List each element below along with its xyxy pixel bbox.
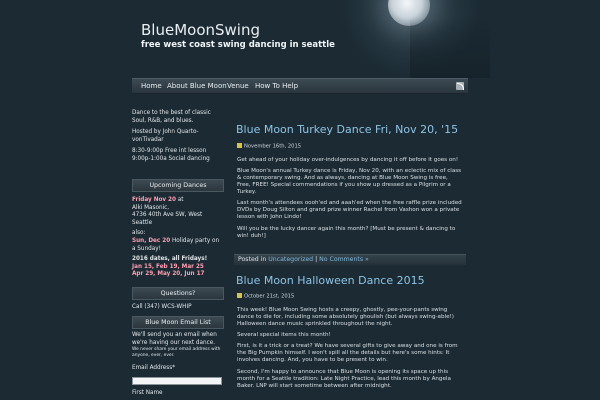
post-paragraph: Get ahead of your holiday over-indulgences by dancing it off before it goes on! — [237, 157, 459, 163]
sidebar — [132, 110, 224, 164]
nav-item-about[interactable]: About Blue Moon — [167, 82, 227, 90]
email-input[interactable] — [132, 377, 222, 385]
fridays-dates-2: Apr 29, May 20, Jun 17 — [132, 271, 205, 278]
email-list-privacy: We never share your email address with anyone, ever, ever. — [132, 347, 221, 358]
calendar-icon — [237, 293, 242, 298]
upcoming-date: Friday Nov 20 — [132, 197, 176, 203]
email-list-title: Blue Moon Email List — [132, 316, 224, 329]
post-date-text: October 21st, 2015 — [244, 293, 295, 300]
upcoming-at: at — [175, 197, 184, 203]
questions-title: Questions? — [132, 287, 224, 300]
post-paragraph: Blue Moon's annual Turkey dance is Friday, Nov 20, with an eclectic mix of class & contemporary swing. And as always, dancing at Blue Moon Swing is free, Free, FREE! Special commendations if you show up dressed as a Pilgrim or a Turkey. — [237, 168, 462, 196]
post-title[interactable]: Blue Moon Halloween Dance 2015 — [236, 274, 425, 287]
nav-item-home[interactable]: Home — [141, 82, 162, 90]
sunday-date: Sun, Dec 20 — [132, 237, 171, 244]
post-meta-bar — [234, 254, 466, 265]
rss-icon[interactable] — [456, 82, 464, 90]
post-title[interactable]: Blue Moon Turkey Dance Fri, Nov 20, '15 — [236, 123, 459, 136]
post-paragraph: Several special items this month! — [237, 332, 331, 339]
upcoming-dances-widget — [132, 197, 224, 279]
post-paragraph: First, is it a trick or a treat? We have several gifts to give away and one is from the Big Pumpkin himself. I won't spill all the details but here's some hints: It involves dancing. And, you have to be present to win. — [237, 343, 458, 364]
sidebar-hosted: Hosted by John Quarto-vonTivadar — [132, 129, 199, 143]
upcoming-dances-title: Upcoming Dances — [132, 179, 224, 192]
post-body — [237, 307, 463, 394]
post-date — [237, 293, 294, 300]
main-nav — [132, 78, 468, 94]
post-paragraph: Last month's attendees oooh'ed and aaah'ed when the free raffle prize included DVDs by Doug Silton and grand prize winner Rachel from Vashon won a private lesson with John Lindo! — [237, 200, 462, 221]
posted-in-label: Posted in — [238, 256, 269, 263]
nav-item-venue[interactable]: Venue — [227, 82, 249, 90]
post-date — [237, 143, 301, 150]
sidebar-schedule-social: 9:00p-1:00a Social dancing — [132, 155, 210, 162]
post-paragraph: Will you be the lucky dancer again this month? [Must be present & dancing to win! duh!] — [237, 225, 456, 239]
post-body — [237, 157, 463, 244]
venue-address: 4736 40th Ave SW, West Seattle — [132, 212, 203, 226]
email-list-widget — [132, 332, 224, 373]
site-title[interactable]: BlueMoonSwing — [141, 21, 260, 39]
sunday-text: Holiday party on a Sunday! — [132, 237, 220, 252]
first-name-label: First Name — [132, 390, 163, 396]
post-paragraph: This week! Blue Moon Swing hosts a creepy, ghostly, pee-your-pants swing dance to die for, including some absolutely ghoulish (but always swing-able!) Halloween dance music sprinkled throughout the night. — [237, 307, 454, 327]
email-label: Email Address* — [132, 365, 176, 372]
post-date-text: November 16th, 2015 — [244, 143, 302, 150]
venue-name: Alki Masonic, — [132, 204, 170, 211]
meta-separator: | — [313, 256, 320, 263]
post-paragraph: Second, I'm happy to announce that Blue Moon is opening its space up this month for a Seattle tradition: Late Night Practice, lead this month by Angela Baker. LNP will start sometime between after midnight. — [237, 368, 451, 389]
fridays-dates-1: Jan 15, Feb 19, Mar 25 — [132, 263, 204, 270]
phone-number: Call (347) WCS-WHIP — [132, 304, 192, 310]
also-label: also: — [132, 230, 146, 237]
tree-silhouette — [410, 18, 490, 78]
category-link[interactable]: Uncategorized — [268, 256, 314, 263]
calendar-icon — [237, 143, 242, 148]
comments-link[interactable]: No Comments » — [319, 256, 369, 263]
sidebar-schedule-lesson: 8:30-9:00p Free int lesson — [132, 148, 207, 155]
site-header — [0, 0, 600, 78]
email-list-text: We'll send you an email when we're having our next dance. — [132, 332, 217, 346]
nav-item-how-to-help[interactable]: How To Help — [255, 82, 299, 90]
sidebar-intro: Dance to the best of classic Soul, R&B, and blues. — [132, 110, 211, 124]
fridays-title: 2016 dates, all Fridays! — [132, 256, 208, 263]
site-tagline: free west coast swing dancing in seattle — [141, 40, 335, 50]
